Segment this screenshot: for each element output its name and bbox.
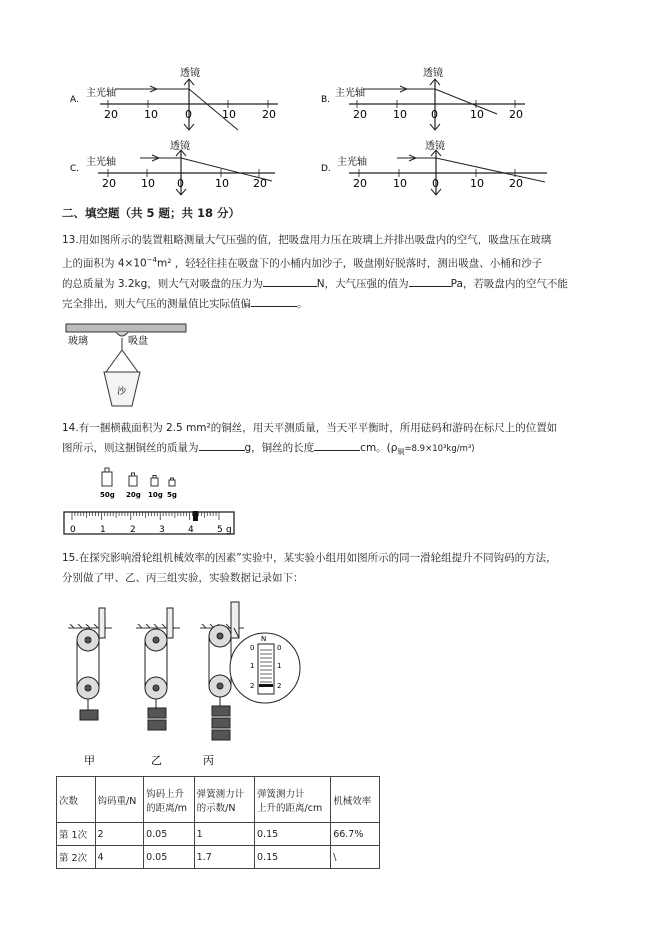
weight-label: 5g [167, 491, 177, 499]
ruler-tick-label: 2 [130, 525, 136, 535]
tick: 10 [141, 177, 155, 190]
axis-label: 主光轴 [86, 157, 116, 168]
ruler-tick-label: 1 [100, 525, 106, 535]
table-row [57, 823, 380, 846]
q15-line: 分别做了甲、乙、丙三组实验，实验数据记录如下： [62, 572, 304, 584]
tick: 0 [432, 177, 439, 190]
lens-option-a [60, 62, 300, 134]
option-letter: D. [321, 164, 331, 174]
ruler-unit: g [226, 525, 232, 535]
rider [193, 511, 198, 521]
tick: 10 [215, 177, 229, 190]
table-cell: 4 [95, 846, 144, 869]
table-cell: 66.7% [331, 823, 380, 846]
table-header: 钩码重/N [95, 777, 144, 823]
table-cell: 第 2次 [57, 846, 96, 869]
setup-label: 乙 [151, 754, 162, 767]
tick: 20 [509, 108, 523, 121]
axis-label: 主光轴 [335, 88, 365, 99]
tick: 20 [102, 177, 116, 190]
answer-blank-bias[interactable] [251, 295, 297, 307]
tick: 20 [509, 177, 523, 190]
cup-label: 吸盘 [128, 336, 148, 347]
table-header: 次数 [57, 777, 96, 823]
tick: 10 [222, 108, 236, 121]
weight-label: 20g [126, 491, 141, 499]
table-cell: 2 [95, 823, 144, 846]
tick: 0 [185, 108, 192, 121]
results-table [56, 776, 380, 869]
answer-blank-length[interactable] [314, 439, 360, 451]
scale-number: 2 [250, 682, 255, 690]
option-letter: C. [70, 164, 80, 174]
ruler-tick-label: 3 [159, 525, 165, 535]
q13-line: 上的面积为 $4\times 10^{-4}m^2$ ，轻轻往挂在吸盘下的小桶内加沙子，吸盘刚好脱落时，测出吸盘、小桶和沙子 [62, 256, 543, 270]
q15-line: 15.在探究影响滑轮组机械效率的因素”实验中，某实验小组用如图所示的同一滑轮组提升不同钩码的方法， [62, 552, 557, 564]
tick: 0 [177, 177, 184, 190]
table-cell: 第 1次 [57, 823, 96, 846]
balance-ruler [62, 508, 242, 538]
table-header-row [57, 777, 380, 823]
lens-option-d [315, 137, 555, 197]
scale-number: 0 [277, 644, 282, 652]
scale-number: 2 [277, 682, 282, 690]
lens-option-c [60, 137, 300, 197]
table-header: 钩码上升 的距离/m [144, 777, 195, 823]
ruler-tick-label: 4 [188, 525, 194, 535]
tick: 20 [253, 177, 267, 190]
setup-label: 丙 [203, 754, 214, 767]
question-14 [62, 418, 557, 462]
q14-line: 图所示，则这捆铜丝的质量为 g，铜丝的长度 cm。$(\rho_铜=8.9\times 10^3kg/m^3)$ [62, 438, 557, 462]
table-cell: 1.7 [194, 846, 254, 869]
scale-number: 0 [250, 644, 255, 652]
table-cell: 0.05 [144, 846, 195, 869]
suction-cup-figure [62, 318, 192, 410]
axis-label: 主光轴 [337, 157, 367, 168]
table-cell: 0.15 [255, 823, 331, 846]
tick: 0 [431, 108, 438, 121]
q13-line: 的总质量为 3.2kg，则大气对吸盘的压力为 N，大气压强的值为 Pa，若吸盘内的空气不能 [62, 274, 568, 294]
option-letter: A. [70, 95, 79, 105]
table-header: 弹簧测力计 上升的距离/cm [255, 777, 331, 823]
q13-line: 13.用如图所示的装置粗略测量大气压强的值，把吸盘用力压在玻璃上并排出吸盘内的空气，吸盘压在玻璃 [62, 234, 552, 246]
q14-line: 14.有一捆横截面积为 2.5 mm²的铜丝，用天平测质量，当天平平衡时，所用砝码和游码在标尺上的位置如 [62, 422, 558, 434]
answer-blank-pressure[interactable] [409, 275, 451, 287]
tick: 10 [470, 108, 484, 121]
axis-label: 主光轴 [86, 88, 116, 99]
setup-label: 甲 [84, 754, 95, 767]
lens-option-b [315, 62, 555, 134]
pulley-figure [62, 598, 302, 770]
lens-label: 透镜 [425, 141, 445, 152]
scale-number: 1 [250, 662, 255, 670]
answer-blank-mass[interactable] [199, 439, 245, 451]
weight-label: 50g [100, 491, 115, 499]
tick: 20 [262, 108, 276, 121]
answer-blank-force[interactable] [263, 275, 317, 287]
weights-figure [96, 466, 196, 500]
tick: 10 [470, 177, 484, 190]
lens-label: 透镜 [423, 68, 443, 79]
table-header: 机械效率 [331, 777, 380, 823]
table-cell: 0.05 [144, 823, 195, 846]
weight-label: 10g [148, 491, 163, 499]
tick: 20 [353, 108, 367, 121]
table-cell: 0.15 [255, 846, 331, 869]
tick: 10 [393, 177, 407, 190]
option-letter: B. [321, 95, 331, 105]
tick: 20 [104, 108, 118, 121]
question-13 [62, 230, 568, 314]
scale-unit: N [261, 635, 267, 643]
table-cell: \ [331, 846, 380, 869]
tick: 10 [393, 108, 407, 121]
glass-label: 玻璃 [68, 336, 88, 347]
table-cell: 1 [194, 823, 254, 846]
lens-label: 透镜 [170, 141, 190, 152]
lens-label: 透镜 [180, 68, 200, 79]
question-15 [62, 548, 557, 588]
tick: 20 [353, 177, 367, 190]
tick: 10 [144, 108, 158, 121]
scale-number: 1 [277, 662, 282, 670]
section-heading: 二、填空题（共 5 题；共 18 分） [62, 206, 241, 220]
sand-label: 沙 [117, 387, 127, 397]
q13-line: 完全排出，则大气压的测量值比实际值偏 。 [62, 294, 568, 314]
table-row [57, 846, 380, 869]
ruler-tick-label: 5 [217, 525, 223, 535]
ruler-tick-label: 0 [70, 525, 76, 535]
table-header: 弹簧测力计 的示数/N [194, 777, 254, 823]
